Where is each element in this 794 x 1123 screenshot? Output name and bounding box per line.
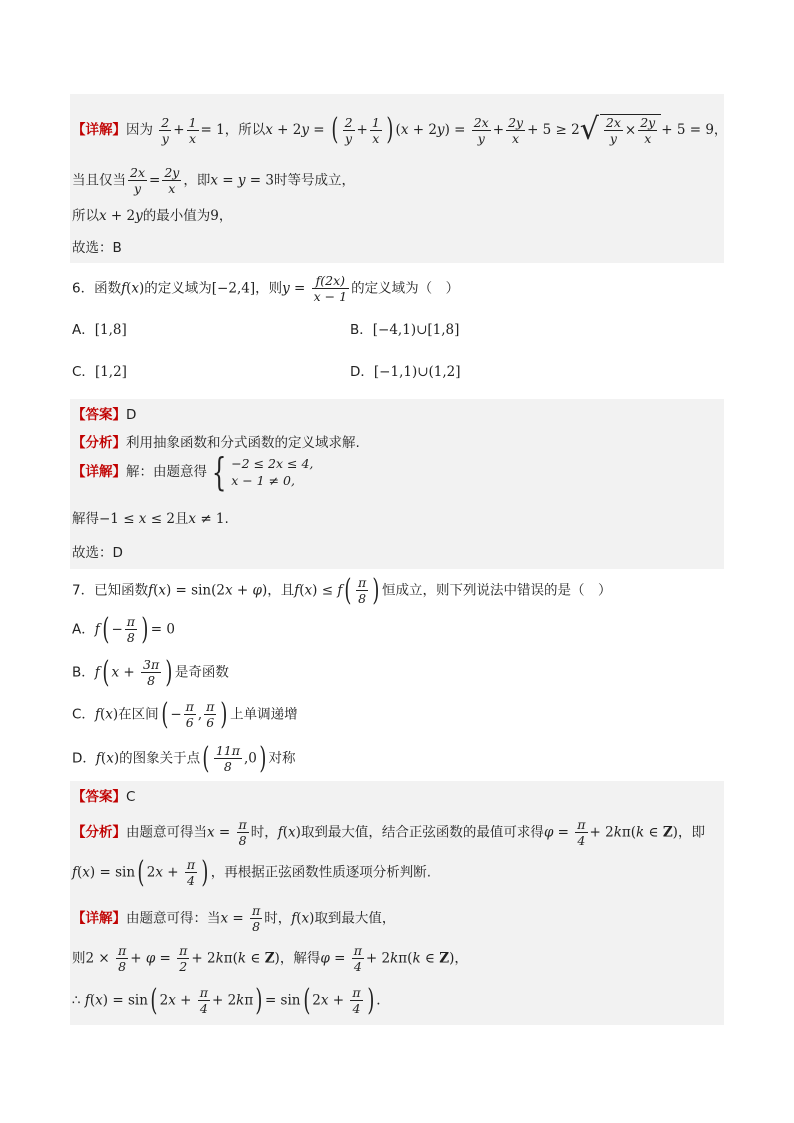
detail-tag: 【详解】 xyxy=(72,122,126,138)
answer-value: D xyxy=(126,407,137,423)
text: 取到最大值，结合正弦函数的最值可求得 xyxy=(300,824,544,841)
text: 故选：D xyxy=(72,545,123,561)
question-7-option-d: D．f(x)的图象关于点( $\frac{11\pi}{8}$ ,0) 对称 xyxy=(72,740,296,776)
option-d: D． xyxy=(350,364,374,380)
option-b: B． xyxy=(350,322,373,338)
text: 上单调递增 xyxy=(230,706,298,723)
text: 在区间 xyxy=(118,706,159,723)
document-page xyxy=(70,94,728,1025)
text: 解：由题意得 xyxy=(126,464,207,480)
text: 取到最大值， xyxy=(314,910,396,927)
text: 是奇函数 xyxy=(174,664,229,681)
text: 的定义域为（ ） xyxy=(351,280,460,297)
text: ，且 xyxy=(267,582,295,599)
solution-block-q7 xyxy=(70,781,724,1025)
question-7-option-b: B．f( x + $\frac{3\pi}{8}$ ) 是奇函数 xyxy=(72,654,229,690)
question-7-option-a: A．f( − $\frac{\pi}{8}$ ) = 0 xyxy=(72,611,175,647)
detail-line: 【详解】由题意可得：当x = $\frac{\pi}{8}$ 时，f(x)取到最大值， xyxy=(72,903,396,934)
fraction: $\frac{2}{y}$ xyxy=(161,114,170,146)
equality-line: 当且仅当 $\frac{2x}{y}$ = $\frac{2y}{x}$ ，即x = y = 3时等号成立， xyxy=(72,165,355,196)
detail-tag: 【详解】 xyxy=(72,464,126,480)
text: 时， xyxy=(250,824,278,841)
text: 且 xyxy=(174,511,189,527)
solution-block-q5 xyxy=(70,94,728,263)
text: 所以 xyxy=(72,208,99,224)
fraction: $\frac{1}{x}$ xyxy=(188,114,197,146)
detail-line: 【详解】解：由题意得 { −2 ≤ 2x ≤ 4, x − 1 ≠ 0, xyxy=(72,450,314,494)
therefore-symbol: ∴ xyxy=(72,992,81,1009)
answer-line xyxy=(70,399,724,431)
text: 6．函数 xyxy=(72,280,122,297)
detail-line: 【详解】因为 $\frac{2}{y}$ + $\frac{1}{x}$ = 1，所以x + 2y = ( $\frac{2}{y}$ + $\frac{1}{x}$ ) (x + 2y) = $\frac{2x}{y}$ + $\frac{2y}{x}$ + 5 ≥ 2√ $\frac{2x}{y}$ × $\frac{2y}{x}$ + 5 = 9， xyxy=(72,112,728,147)
detail-tag: 【详解】 xyxy=(72,910,126,927)
text: 当且仅当 xyxy=(72,172,126,189)
text: ，即 xyxy=(677,824,705,841)
solve-line: 解得−1 ≤ x ≤ 2且x ≠ 1. xyxy=(72,511,229,527)
option-d: D． xyxy=(72,750,96,767)
question-6-options-cd: C．[1,2] D．[−1,1)∪(1,2] xyxy=(72,364,461,380)
analysis-line-2: f(x) = sin( 2x + $\frac{\pi}{4}$ ) ，再根据正弦函数性质逐项分析判断. xyxy=(72,854,432,890)
text: 的最小值为 xyxy=(142,208,211,224)
answer-tag: 【答案】 xyxy=(72,789,126,805)
option-b: B． xyxy=(72,664,95,681)
text: ，所以 xyxy=(224,122,266,138)
text: ， xyxy=(713,122,728,138)
question-6-stem: 6．函数f(x)的定义域为[−2,4]，则y = $\frac{f(2x)}{x - 1}$ 的定义域为（ ） xyxy=(72,273,460,304)
analysis-tag: 【分析】 xyxy=(72,824,126,841)
text: 由题意可得：当 xyxy=(126,910,221,927)
question-7-option-c: C．f(x)在区间( − $\frac{\pi}{6}$ , $\frac{\pi}{6}$ ) 上单调递增 xyxy=(72,696,298,732)
solution-block-q6 xyxy=(70,399,724,569)
text: 的定义域为 xyxy=(144,280,212,297)
text: 对称 xyxy=(268,750,296,767)
text: ， xyxy=(454,950,468,967)
text: 因为 xyxy=(126,122,153,138)
text: 时， xyxy=(264,910,292,927)
text: 恒成立，则下列说法中错误的是（ ） xyxy=(381,582,612,599)
text: 则 xyxy=(72,950,86,967)
analysis-line-1: 【分析】由题意可得当x = $\frac{\pi}{8}$ 时，f(x)取到最大值，结合正弦函数的最值可求得φ = $\frac{\pi}{4}$ + 2kπ(k ∈ Z)，即 xyxy=(72,817,705,848)
text: 解得 xyxy=(72,511,99,527)
text: ，则 xyxy=(255,280,283,297)
answer-value: C xyxy=(126,789,136,805)
text: . xyxy=(224,511,229,527)
analysis-line xyxy=(70,431,724,455)
text: ， xyxy=(218,208,233,224)
text: 故选：B xyxy=(72,240,122,256)
question-6-options-ab: A．[1,8] B．[−4,1)∪[1,8] xyxy=(72,322,460,338)
then-line: 则2 × $\frac{\pi}{8}$ + φ = $\frac{\pi}{2}$ + 2kπ(k ∈ Z)，解得φ = $\frac{\pi}{4}$ + 2kπ(k ∈ Z)， xyxy=(72,943,468,974)
text: 由题意可得当 xyxy=(126,824,207,841)
text: 时等号成立， xyxy=(274,172,355,189)
choice-line xyxy=(70,232,724,263)
text: ，即 xyxy=(183,172,211,189)
option-c: C． xyxy=(72,364,95,380)
text: 利用抽象函数和分式函数的定义域求解. xyxy=(126,435,360,451)
choice-line xyxy=(70,535,724,569)
text: 7．已知函数 xyxy=(72,582,149,599)
option-a: A． xyxy=(72,322,95,338)
text: ，解得 xyxy=(279,950,321,967)
answer-line xyxy=(70,781,724,813)
question-7-stem: 7．已知函数f(x) = sin(2x + φ)，且f(x) ≤ f( $\frac{\pi}{8}$ ) 恒成立，则下列说法中错误的是（ ） xyxy=(72,572,612,608)
text: ，再根据正弦函数性质逐项分析判断. xyxy=(210,864,432,881)
minimum-line: 所以x + 2y的最小值为9， xyxy=(72,208,233,224)
option-a: A． xyxy=(72,621,95,638)
therefore-line: ∴ f(x) = sin( 2x + $\frac{\pi}{4}$ + 2kπ) = sin( 2x + $\frac{\pi}{4}$ ) . xyxy=(72,982,381,1018)
option-c: C． xyxy=(72,706,95,723)
answer-tag: 【答案】 xyxy=(72,407,126,423)
text: 的图象关于点 xyxy=(119,750,201,767)
analysis-tag: 【分析】 xyxy=(72,435,126,451)
